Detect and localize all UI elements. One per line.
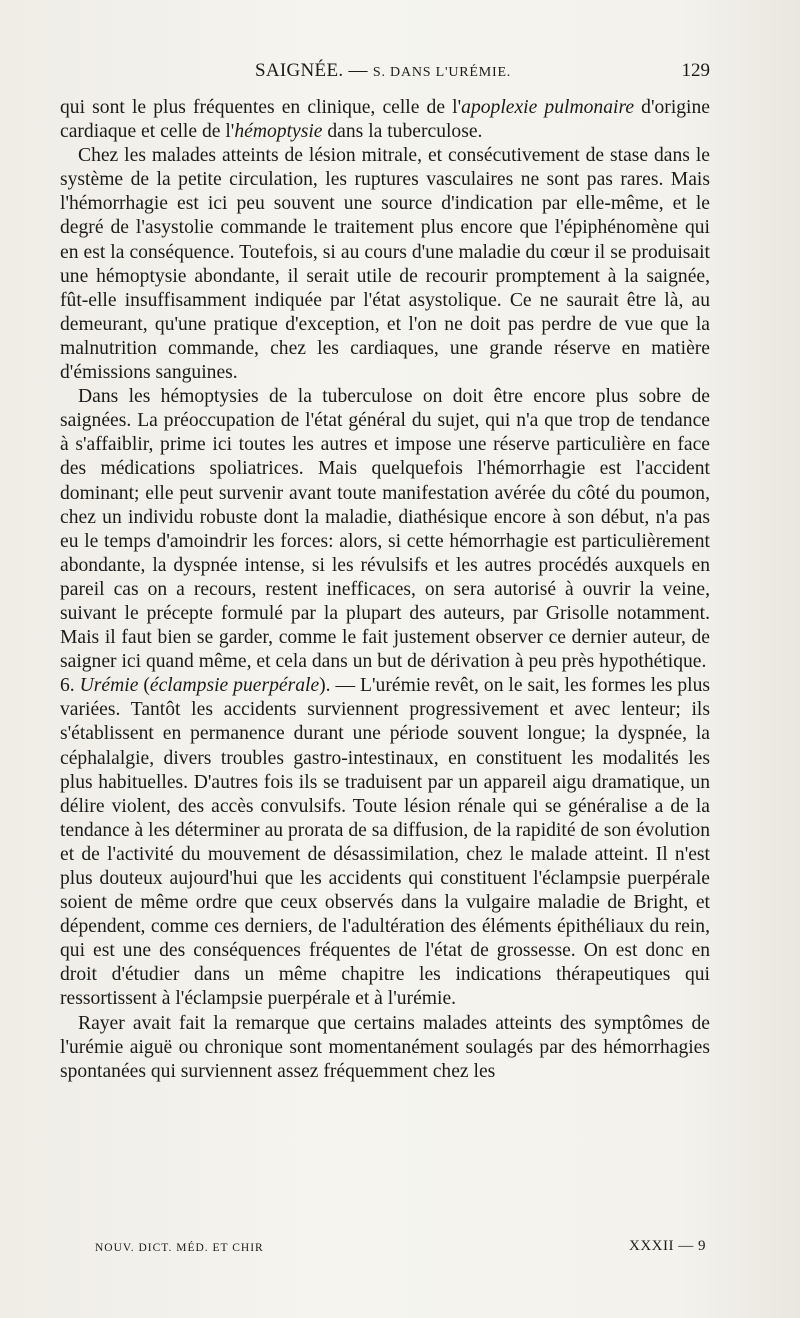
- running-head-title: SAIGNÉE.: [255, 60, 344, 81]
- paragraph-continuation: [60, 96, 710, 144]
- page-number: 129: [681, 60, 710, 81]
- section-uremie-text: — L'urémie revêt, on le sait, les formes les plus variées. Tantôt les accidents surviennent progressivement et avec lenteur; ils s'établissent en permanence durant une période souvent longue; la dyspnée, la céphalalgie, divers troubles gastro-intestinaux, en constituent les modalités les plus habituelles. D'autres fois ils se traduisent par un appareil aigu dramatique, un délire violent, des accès convulsifs. Toute lésion rénale qui se généralise a de la tendance à les déterminer au prorata de sa diffusion, de la rapidité de son évolution et de l'activité du mouvement de désassimilation, chez le malade atteint. Il n'est plus douteux aujourd'hui que les accidents qui constituent l'éclampsie puerpérale soient de même ordre que ceux observés dans la vulgaire maladie de Bright, et dépendent, comme ces derniers, de l'adultération des éléments épithéliaux du rein, qui est une des conséquences fréquentes de l'état de grossesse. On est donc en droit d'étudier dans un même chapitre les indications thérapeutiques qui ressortissent à l'éclampsie puerpérale et à l'urémie.: [60, 675, 710, 1010]
- paragraph-1-text-c: d'origine cardiaque et celle de l': [60, 97, 710, 143]
- paragraph-rayer: Rayer avait fait la remarque que certains malades atteints des symptômes de l'urémie aiguë ou chronique sont momentanément soulagés par des hémorrhagies spontanées qui surviennent assez fréquemment chez les: [60, 1012, 710, 1082]
- running-head-section: S. DANS L'URÉMIE.: [372, 65, 512, 80]
- paragraph-1-text-e: dans la tuberculose.: [322, 121, 483, 143]
- paragraph-mitral-lesion: Chez les malades atteints de lésion mitrale, et consécutivement de stase dans le système de la petite circulation, les ruptures vasculaires ne sont pas rares. Mais l'hémorrhagie est ici peu souvent une source d'indication par elle-même, et le degré de l'asystolie commande le traitement plus encore que l'épiphénomène qui en est la conséquence. Toutefois, si au cours d'une maladie du cœur il se produisait une hémoptysie abondante, il serait utile de recourir promptement à la saignée, fût-elle insuffisamment indiquée par l'état asystolique. Ce ne saurait être là, au demeurant, qu'une pratique d'exception, et l'on ne doit pas perdre de vue que la malnutrition commande, chez les cardiaques, une grande réserve en matière d'émissions sanguines.: [60, 145, 710, 384]
- body-text: [60, 96, 710, 1084]
- footer-publication: NOUV. DICT. MÉD. ET CHIR: [95, 1242, 264, 1254]
- term-apoplexie-pulmonaire: apoplexie pulmonaire: [461, 97, 635, 118]
- section-title-paren-open: (: [138, 675, 150, 697]
- paragraph-1-text-a: qui sont le plus fréquentes en clinique, celle de l': [60, 97, 462, 118]
- footer-signature: XXXII — 9: [629, 1238, 706, 1254]
- page-header: [60, 58, 710, 88]
- running-head-dash: —: [348, 60, 368, 81]
- section-title-eclampsie: éclampsie puerpérale: [149, 675, 320, 697]
- section-uremie: [60, 674, 710, 1011]
- running-head: [255, 60, 511, 82]
- term-hemoptysie: hémoptysie: [234, 121, 323, 143]
- section-number: 6.: [60, 675, 80, 697]
- section-title-uremie: Urémie: [79, 675, 139, 697]
- paragraph-tuberculosis: Dans les hémoptysies de la tuberculose on doit être encore plus sobre de saignées. La préoccupation de l'état général du sujet, qui n'a que trop de tendance à s'affaiblir, prime ici toutes les autres et impose une réserve particulière en face des médications spoliatrices. Mais quelquefois l'hémorrhagie est l'accident dominant; elle peut survenir avant toute manifestation avérée du côté du poumon, chez un individu robuste dont la maladie, diathésique encore à son début, n'a pas eu le temps d'amoindrir les forces: alors, si cette hémorrhagie est particulièrement abondante, la dyspnée intense, si les révulsifs et les autres procédés auxquels en pareil cas on a recours, restent inefficaces, on sera autorisé à ouvrir la veine, suivant le précepte formulé par la plupart des auteurs, par Grisolle notamment. Mais il faut bien se garder, comme le fait justement observer ce dernier auteur, de saigner ici quand même, et cela dans un but de dérivation à peu près hypothétique.: [60, 386, 710, 673]
- page-footer: [60, 1238, 710, 1260]
- section-title-paren-close: ).: [319, 675, 331, 697]
